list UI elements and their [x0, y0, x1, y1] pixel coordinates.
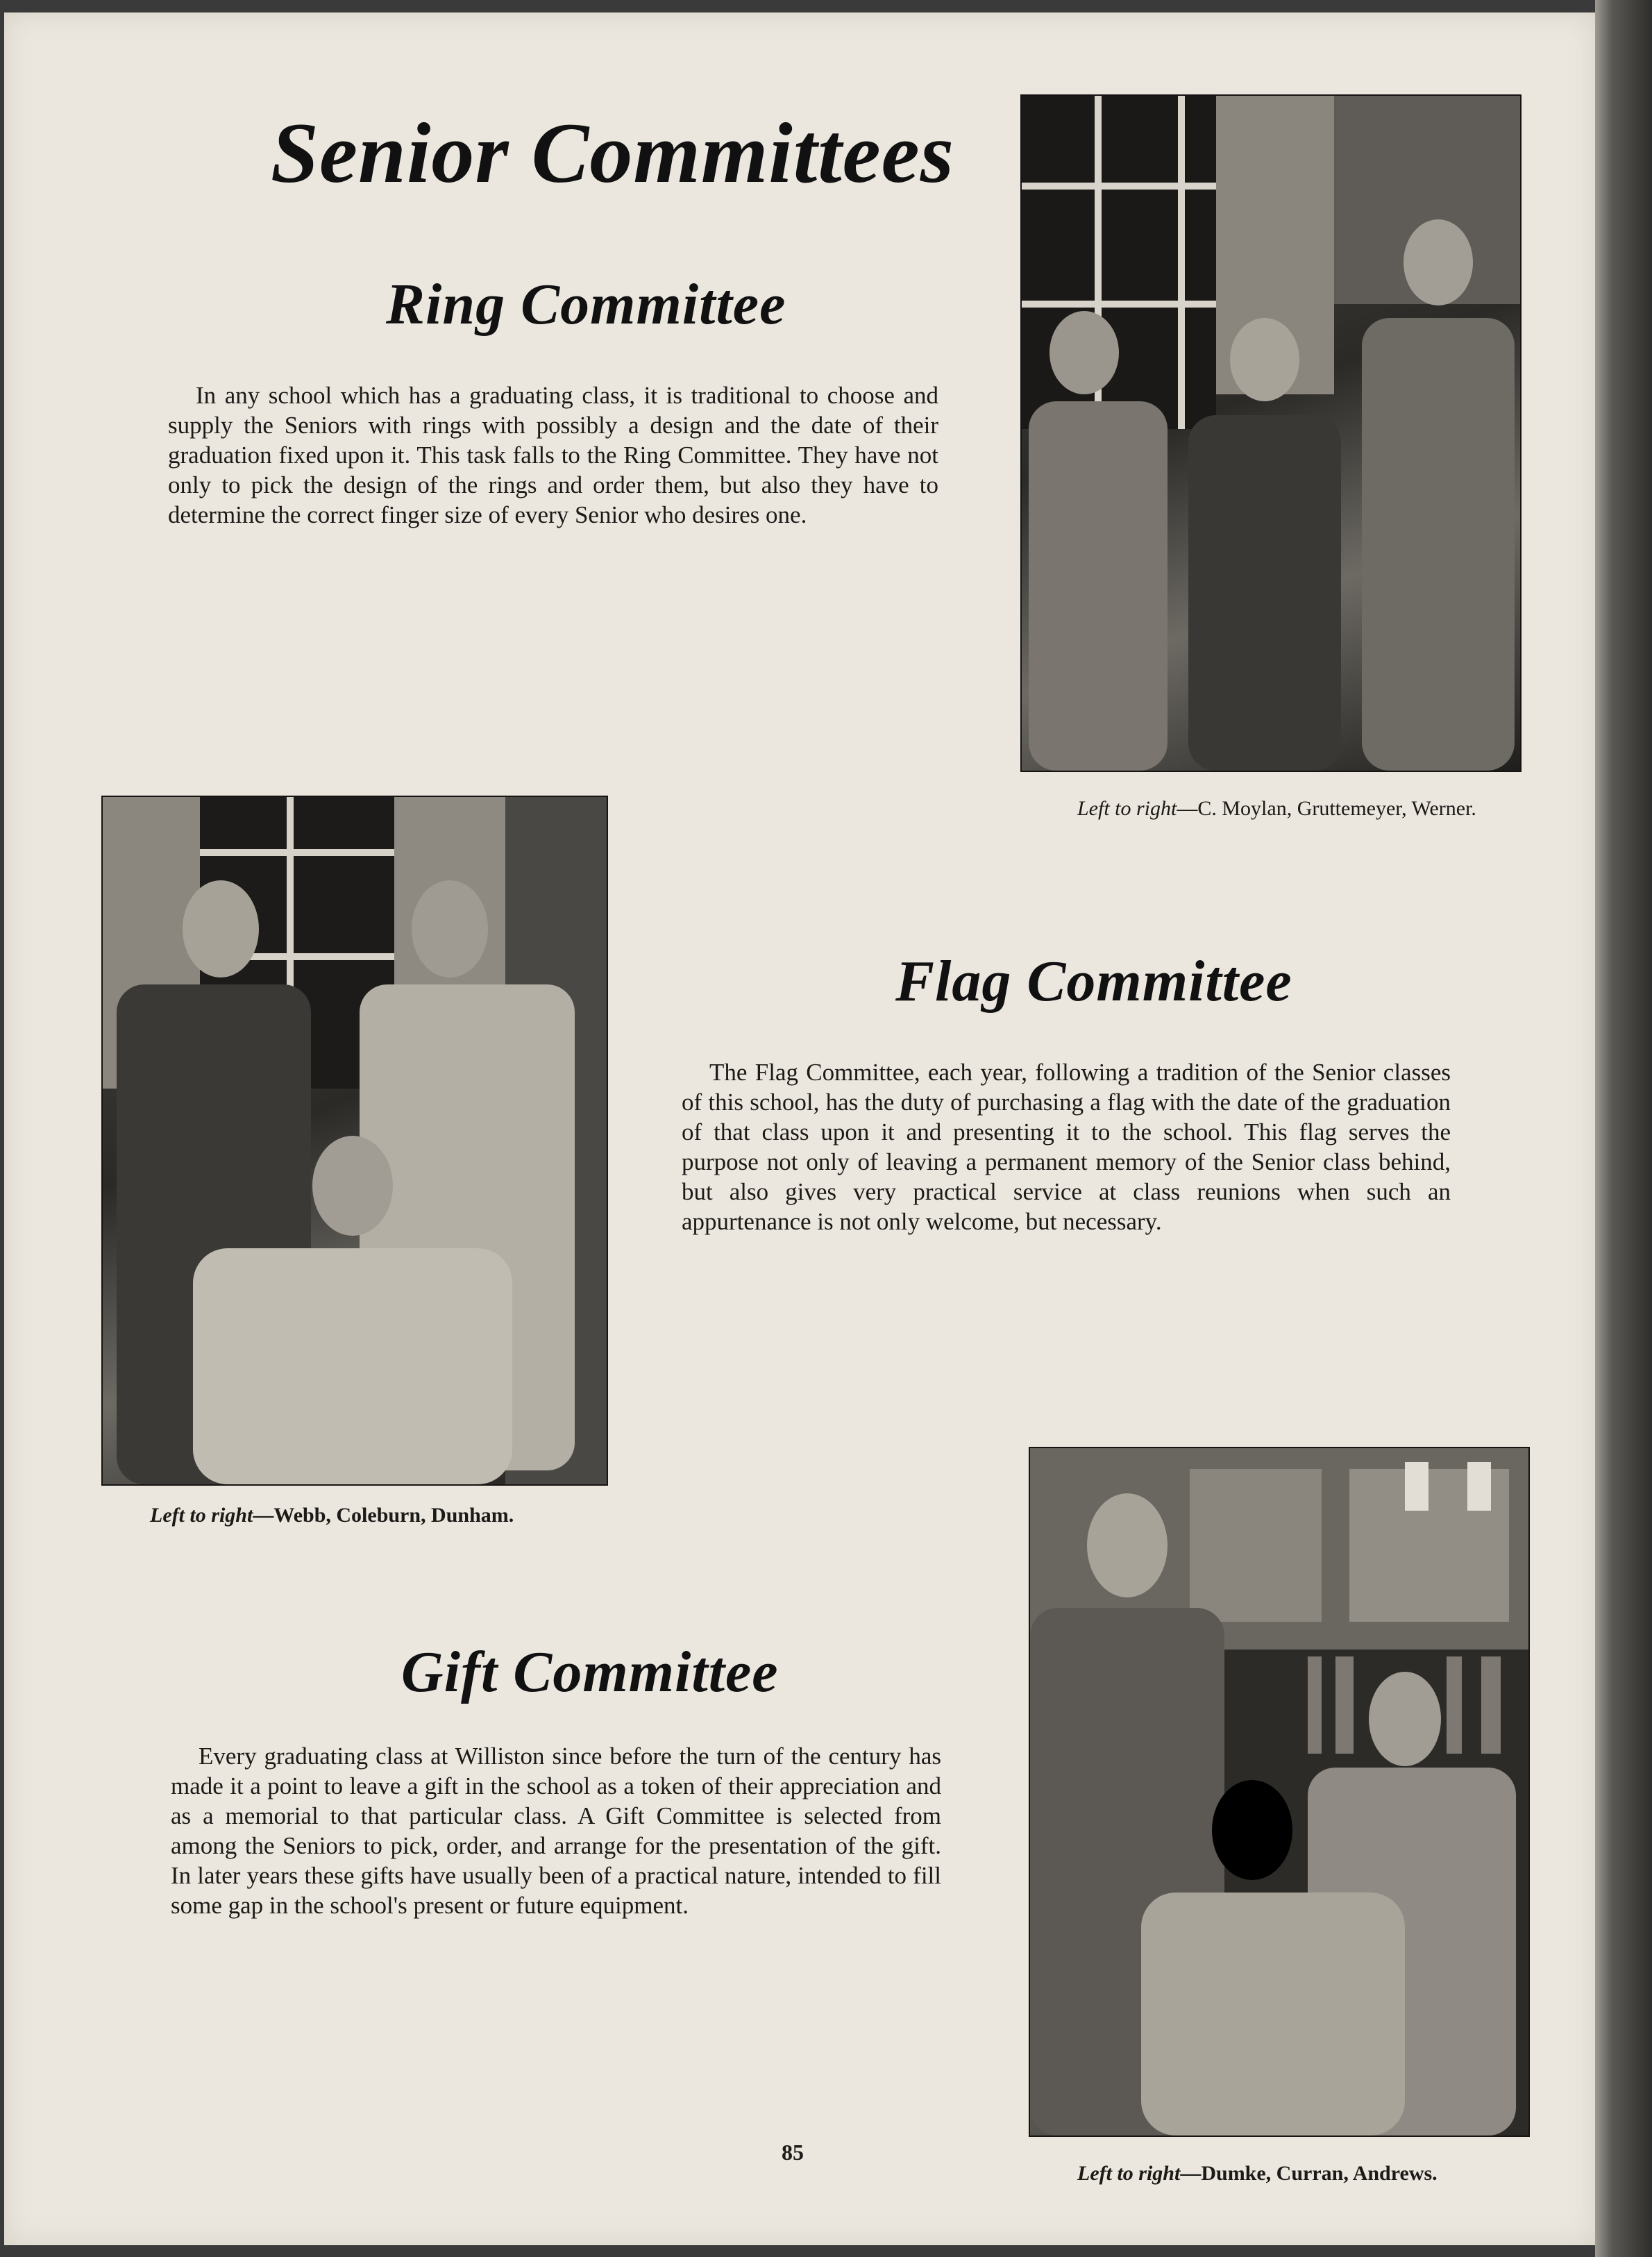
gift-caption-names: —Dumke, Curran, Andrews.	[1180, 2162, 1438, 2185]
flag-committee-photo	[101, 796, 608, 1486]
ring-committee-photo	[1020, 94, 1522, 772]
ring-caption-lead: Left to right	[1077, 797, 1177, 820]
gift-committee-photo	[1029, 1447, 1530, 2137]
page-number: 85	[782, 2140, 804, 2165]
ring-committee-text: In any school which has a graduating class, it is traditional to choose and supply the Seniors with rings with possibly a design and the date of their graduation fixed upon it. This task falls to the Ring Committee. They have not only to pick the design of the rings and order them, but also they have to determine the correct finger size of every Senior who desires one.	[168, 382, 938, 528]
book-spine-edge	[1595, 0, 1652, 2257]
gift-committee-caption	[1077, 2162, 1522, 2185]
gift-committee-title: Gift Committee	[401, 1640, 779, 1704]
flag-committee-text: The Flag Committee, each year, following a tradition of the Senior classes of this school, has the duty of purchasing a flag with the date of the graduation of that class upon it and presenting it to the school. This flag serves the purpose not only of leaving a permanent memory of the Senior class behind, but also gives very practical service at class reunions when such an appurtenance is not only welcome, but necessary.	[682, 1059, 1451, 1235]
page-title: Senior Committees	[271, 106, 954, 201]
flag-caption-lead: Left to right	[150, 1504, 253, 1527]
gift-caption-lead: Left to right	[1077, 2162, 1181, 2185]
ring-committee-caption	[1077, 797, 1508, 821]
ring-caption-names: —C. Moylan, Gruttemeyer, Werner.	[1177, 797, 1476, 820]
gift-committee-text: Every graduating class at Williston since before the turn of the century has made it a point to leave a gift in the school as a token of their appreciation and as a memorial to that particular class. A Gift Committee is selected from among the Seniors to pick, order, and arrange for the presentation of the gift. In later years these gifts have usually been of a practical nature, intended to fill some gap in the school's present or future equipment.	[171, 1743, 941, 1919]
flag-committee-title: Flag Committee	[895, 949, 1292, 1014]
ring-committee-title: Ring Committee	[386, 272, 786, 337]
flag-caption-names: —Webb, Coleburn, Dunham.	[253, 1504, 514, 1527]
flag-committee-caption	[150, 1504, 636, 1527]
